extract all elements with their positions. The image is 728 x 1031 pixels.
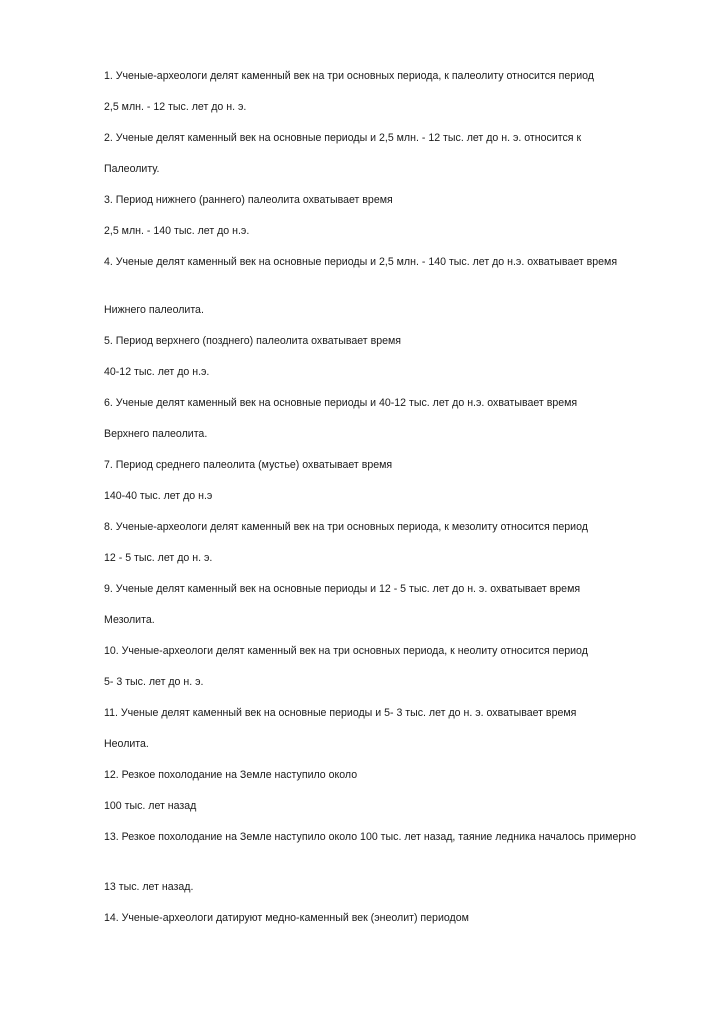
paragraph-17: 9. Ученые делят каменный век на основные периоды и 12 - 5 тыс. лет до н. э. охватывает время — [104, 583, 581, 595]
paragraph-16: 12 - 5 тыс. лет до н. э. — [104, 552, 213, 564]
paragraph-11: 6. Ученые делят каменный век на основные периоды и 40-12 тыс. лет до н.э. охватывает время — [104, 397, 578, 409]
paragraph-10: 40-12 тыс. лет до н.э. — [104, 366, 210, 378]
paragraph-22: Неолита. — [104, 738, 149, 750]
paragraph-5: 3. Период нижнего (раннего) палеолита охватывает время — [104, 194, 393, 206]
paragraph-25: 13. Резкое похолодание на Земле наступило около 100 тыс. лет назад, таяние ледника началось примерно — [104, 831, 636, 843]
paragraph-14: 140-40 тыс. лет до н.э — [104, 490, 213, 502]
paragraph-18: Мезолита. — [104, 614, 155, 626]
paragraph-20: 5- 3 тыс. лет до н. э. — [104, 676, 204, 688]
paragraph-2: 2,5 млн. - 12 тыс. лет до н. э. — [104, 101, 247, 113]
paragraph-27: 14. Ученые-археологи датируют медно-каменный век (энеолит) периодом — [104, 912, 469, 924]
paragraph-24: 100 тыс. лет назад — [104, 800, 197, 812]
paragraph-12: Верхнего палеолита. — [104, 428, 208, 440]
paragraph-3: 2. Ученые делят каменный век на основные периоды и 2,5 млн. - 12 тыс. лет до н. э. относится к — [104, 132, 582, 144]
paragraph-23: 12. Резкое похолодание на Земле наступило около — [104, 769, 358, 781]
paragraph-21: 11. Ученые делят каменный век на основные периоды и 5- 3 тыс. лет до н. э. охватывает время — [104, 707, 577, 719]
paragraph-4: Палеолиту. — [104, 163, 160, 175]
paragraph-6: 2,5 млн. - 140 тыс. лет до н.э. — [104, 225, 250, 237]
paragraph-1: 1. Ученые-археологи делят каменный век на три основных периода, к палеолиту относится период — [104, 70, 594, 82]
paragraph-13: 7. Период среднего палеолита (мустье) охватывает время — [104, 459, 393, 471]
paragraph-19: 10. Ученые-археологи делят каменный век на три основных периода, к неолиту относится период — [104, 645, 588, 657]
paragraph-7: 4. Ученые делят каменный век на основные периоды и 2,5 млн. - 140 тыс. лет до н.э. охватывает время — [104, 256, 618, 268]
paragraph-26: 13 тыс. лет назад. — [104, 881, 194, 893]
paragraph-8: Нижнего палеолита. — [104, 304, 204, 316]
paragraph-15: 8. Ученые-археологи делят каменный век на три основных периода, к мезолиту относится период — [104, 521, 588, 533]
paragraph-9: 5. Период верхнего (позднего) палеолита охватывает время — [104, 335, 402, 347]
